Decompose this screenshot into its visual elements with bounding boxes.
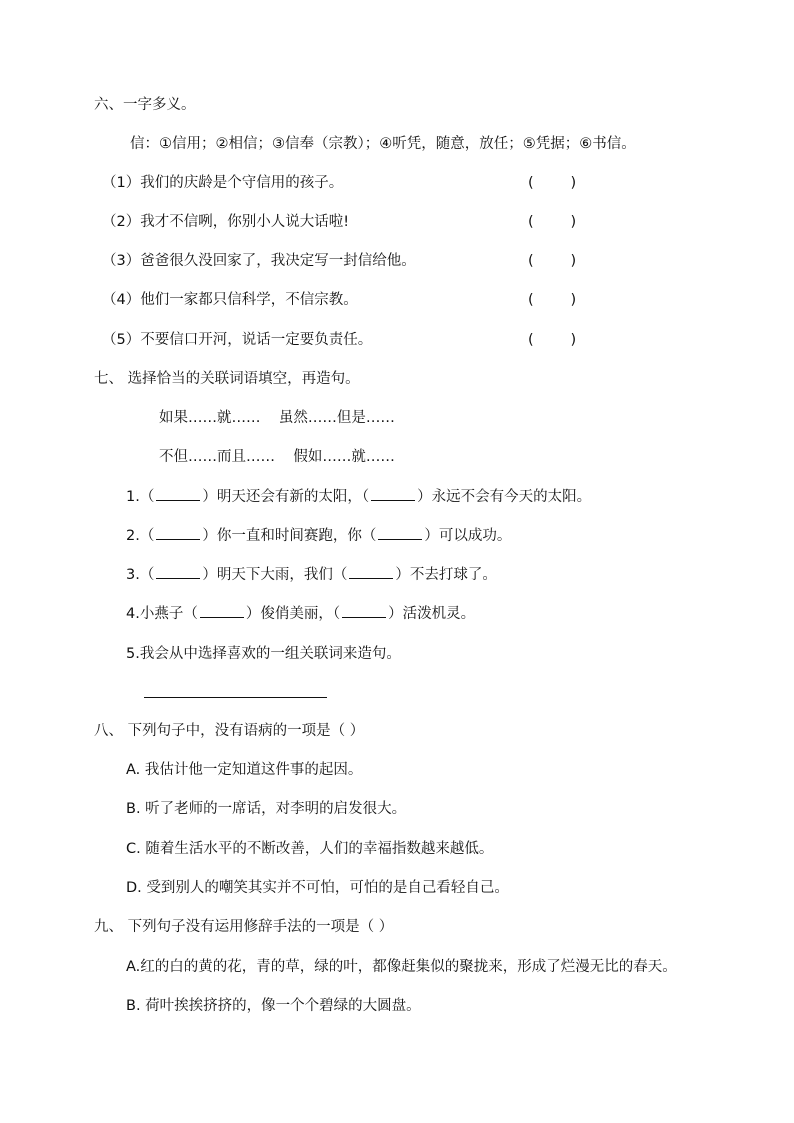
section-9-heading: 九、 下列句子没有运用修辞手法的一项是（ ）: [94, 919, 394, 935]
section-6-item-1: （1）我们的庆龄是个守信用的孩子。: [102, 175, 344, 191]
answer-paren-4: ( ): [528, 292, 577, 308]
section-8-option-d: D. 受到别人的嘲笑其实并不可怕，可怕的是自己看轻自己。: [126, 880, 509, 896]
fill-blank[interactable]: [200, 604, 244, 618]
section-6-item-3: （3）爸爸很久没回家了，我决定写一封信给他。: [102, 253, 416, 269]
conjunction-options-row-1: 如果……就…… 虽然……但是……: [159, 410, 395, 426]
answer-paren-3: ( ): [528, 253, 577, 269]
section-9-option-b: B. 荷叶挨挨挤挤的，像一个个碧绿的大圆盘。: [126, 998, 421, 1014]
section-6-item-4: （4）他们一家都只信科学，不信宗教。: [102, 292, 358, 308]
conjunction-options-row-2: 不但……而且…… 假如……就……: [159, 449, 395, 465]
section-8-option-a: A. 我估计他一定知道这件事的起因。: [126, 762, 363, 778]
answer-paren-2: ( ): [528, 214, 577, 230]
fill-item-4: 4.小燕子（ ）俊俏美丽，（ ）活泼机灵。: [126, 606, 476, 622]
answer-paren-1: ( ): [528, 175, 577, 191]
fill-item-5: 5.我会从中选择喜欢的一组关联词来造句。: [126, 646, 401, 662]
answer-paren-5: ( ): [528, 332, 577, 348]
section-8-option-c: C. 随着生活水平的不断改善，人们的幸福指数越来越低。: [126, 841, 494, 857]
fill-blank[interactable]: [349, 565, 393, 579]
fill-blank[interactable]: [371, 487, 415, 501]
section-6-heading: 六、一字多义。: [94, 97, 196, 113]
section-6-meanings: 信：①信用；②相信；③信奉（宗教）；④听凭，随意，放任；⑤凭据；⑥书信。: [130, 136, 636, 152]
fill-blank[interactable]: [156, 487, 200, 501]
fill-blank[interactable]: [156, 565, 200, 579]
section-7-heading: 七、 选择恰当的关联词语填空，再造句。: [94, 371, 360, 387]
section-8-heading: 八、 下列句子中，没有语病的一项是（ ）: [94, 723, 365, 739]
fill-item-3: 3.（ ）明天下大雨，我们（ ）不去打球了。: [126, 567, 497, 583]
fill-blank[interactable]: [342, 604, 386, 618]
sentence-answer-line[interactable]: [144, 697, 327, 698]
fill-blank[interactable]: [156, 526, 200, 540]
section-6-item-2: （2）我才不信咧，你别小人说大话啦!: [102, 214, 350, 230]
fill-blank[interactable]: [378, 526, 422, 540]
fill-item-2: 2.（ ）你一直和时间赛跑，你（ ）可以成功。: [126, 528, 512, 544]
section-6-item-5: （5）不要信口开河，说话一定要负责任。: [102, 332, 373, 348]
fill-item-1: 1.（ ）明天还会有新的太阳，（ ）永远不会有今天的太阳。: [126, 489, 592, 505]
section-8-option-b: B. 听了老师的一席话，对李明的启发很大。: [126, 801, 407, 817]
section-9-option-a: A.红的白的黄的花，青的草，绿的叶，都像赶集似的聚拢来，形成了烂漫无比的春天。: [126, 959, 677, 975]
